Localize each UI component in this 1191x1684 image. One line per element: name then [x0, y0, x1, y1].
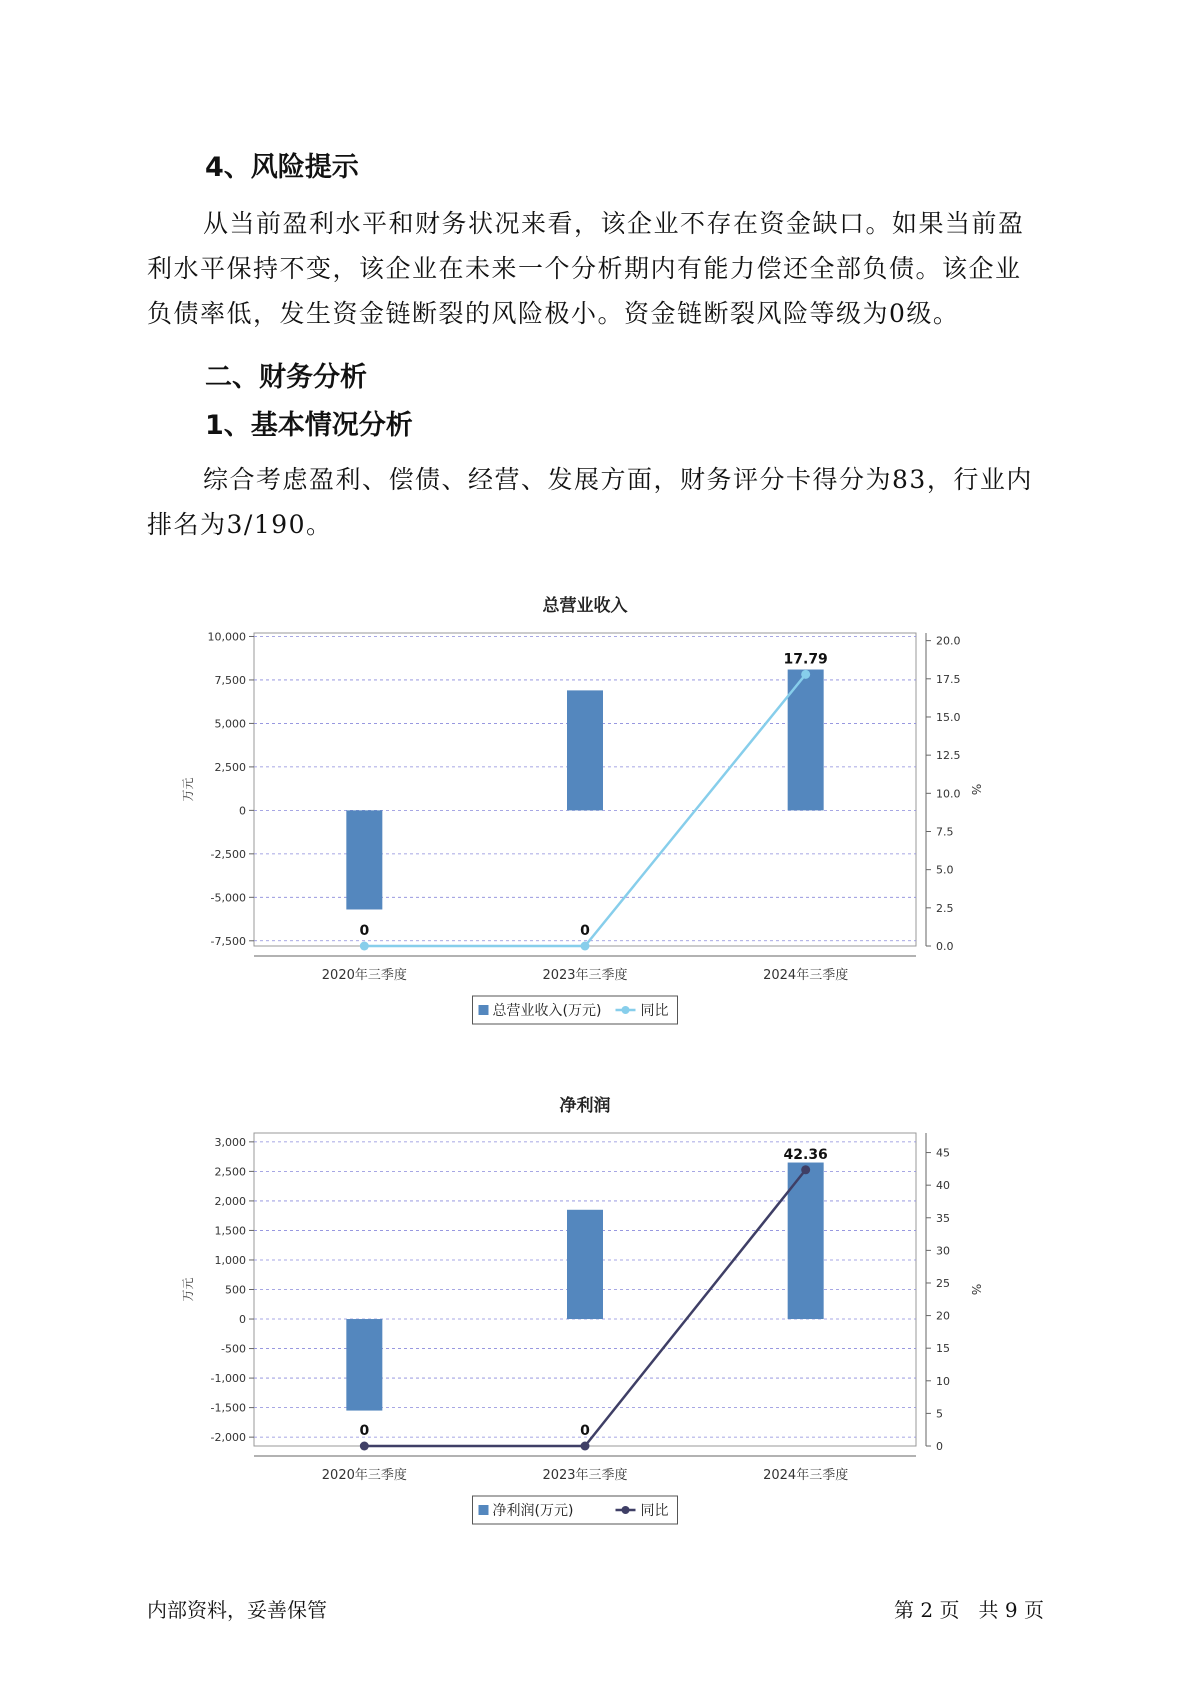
y-tick-label: 2,500	[214, 760, 246, 774]
bar	[567, 1210, 603, 1319]
legend-bar-label: 净利润(万元)	[492, 1503, 574, 1519]
y-tick-label: -1,000	[210, 1372, 246, 1386]
y-tick-label: -5,000	[210, 891, 246, 905]
y2-axis-label: %	[969, 783, 983, 796]
y2-tick-label: 5	[936, 1407, 943, 1421]
y2-tick-label: 20	[936, 1309, 950, 1323]
y-tick-label: -1,500	[210, 1401, 246, 1415]
line-point	[581, 1442, 590, 1451]
y2-tick-label: 30	[936, 1244, 950, 1258]
y-tick-label: 1,000	[214, 1253, 246, 1267]
legend-line-marker	[622, 1006, 630, 1014]
legend-line-label: 同比	[640, 1503, 669, 1519]
paragraph-basic: 综合考虑盈利、偿债、经营、发展方面，财务评分卡得分为83，行业内排名为3/190。	[147, 465, 1033, 539]
y2-tick-label: 35	[936, 1211, 950, 1225]
y2-tick-label: 20.0	[936, 634, 961, 648]
y2-tick-label: 12.5	[936, 749, 961, 763]
bar	[567, 690, 603, 810]
legend-line-marker	[622, 1506, 630, 1514]
x-tick-label: 2024年三季度	[763, 968, 849, 983]
y2-tick-label: 0	[936, 1440, 943, 1453]
y-tick-label: -2,500	[210, 847, 246, 861]
legend-bar-swatch	[479, 1505, 489, 1515]
y2-tick-label: 40	[936, 1179, 950, 1193]
y2-tick-label: 5.0	[936, 863, 954, 877]
y2-tick-label: 45	[936, 1146, 950, 1160]
y2-tick-label: 15.0	[936, 710, 961, 724]
y-tick-label: 1,500	[214, 1224, 246, 1238]
line-point	[360, 942, 369, 951]
y-tick-label: 500	[225, 1283, 246, 1297]
line-point	[801, 1165, 810, 1174]
net-profit-chart-svg	[170, 1075, 1030, 1525]
paragraph-risk: 从当前盈利水平和财务状况来看，该企业不存在资金缺口。如果当前盈利水平保持不变，该企业在未来一个分析期内有能力偿还全部负债。该企业负债率低，发生资金链断裂的风险极小。资金链断裂风险等级为0级。	[147, 209, 1025, 328]
line-point	[581, 942, 590, 951]
data-label: 0	[580, 923, 590, 939]
x-tick-label: 2020年三季度	[321, 1468, 407, 1483]
net-profit-chart	[170, 1075, 1030, 1525]
y2-tick-label: 15	[936, 1342, 950, 1356]
y-tick-label: -500	[221, 1342, 246, 1356]
y-tick-label: -2,000	[210, 1431, 246, 1445]
y-tick-label: 10,000	[207, 630, 246, 644]
y-tick-label: 0	[239, 804, 246, 818]
line-point	[801, 670, 810, 679]
data-label: 17.79	[783, 651, 828, 668]
y2-tick-label: 10.0	[936, 787, 961, 801]
heading-risk: 4、风险提示	[205, 152, 359, 183]
revenue-chart	[170, 575, 1030, 1025]
revenue-chart-svg	[170, 575, 1030, 1025]
y2-tick-label: 0.0	[936, 940, 954, 953]
data-label: 0	[580, 1423, 590, 1439]
legend-bar-swatch	[479, 1005, 489, 1015]
y-axis-label: 万元	[181, 1277, 195, 1302]
y-tick-label: 5,000	[214, 717, 246, 731]
y-axis-label: 万元	[181, 777, 195, 802]
y2-tick-label: 2.5	[936, 901, 954, 915]
footer-page-number: 第 2 页 共 9 页	[894, 1598, 1044, 1622]
y-tick-label: 2,500	[214, 1165, 246, 1179]
heading-financial-analysis: 二、财务分析	[205, 362, 367, 393]
y2-axis-label: %	[969, 1283, 983, 1296]
y-tick-label: 0	[239, 1313, 246, 1327]
line-point	[360, 1442, 369, 1451]
y-tick-label: 3,000	[214, 1135, 246, 1149]
bar	[346, 1319, 382, 1411]
legend-line-label: 同比	[640, 1003, 669, 1019]
x-tick-label: 2023年三季度	[542, 968, 628, 983]
data-label: 42.36	[783, 1146, 828, 1163]
heading-basic-analysis: 1、基本情况分析	[205, 410, 413, 441]
legend-bar-label: 总营业收入(万元)	[492, 1003, 602, 1019]
x-tick-label: 2024年三季度	[763, 1468, 849, 1483]
y2-tick-label: 7.5	[936, 825, 954, 839]
x-tick-label: 2023年三季度	[542, 1468, 628, 1483]
data-label: 0	[359, 1423, 370, 1439]
data-label: 0	[359, 923, 370, 939]
footer-left: 内部资料，妥善保管	[147, 1598, 327, 1622]
x-tick-label: 2020年三季度	[321, 968, 407, 983]
y2-tick-label: 25	[936, 1276, 950, 1290]
y2-tick-label: 17.5	[936, 672, 961, 686]
y2-tick-label: 10	[936, 1374, 950, 1388]
chart-title: 总营业收入	[542, 596, 628, 616]
chart-title: 净利润	[559, 1096, 611, 1116]
y-tick-label: 7,500	[214, 673, 246, 687]
y-tick-label: 2,000	[214, 1194, 246, 1208]
y-tick-label: -7,500	[210, 934, 246, 948]
bar	[346, 810, 382, 909]
